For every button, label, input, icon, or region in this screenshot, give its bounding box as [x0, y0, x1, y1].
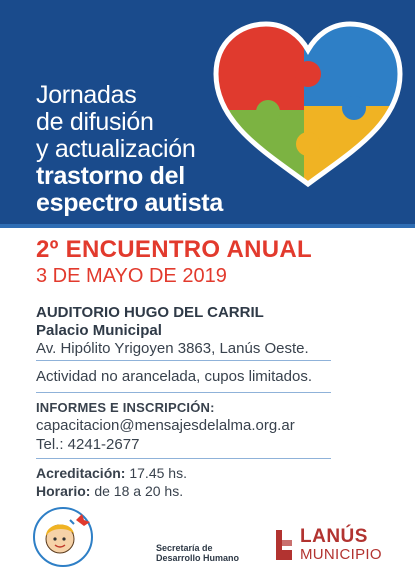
schedule-block	[36, 464, 187, 500]
title-line-3: y actualización	[36, 135, 196, 163]
divider	[36, 458, 331, 459]
contact-heading: INFORMES E INSCRIPCIÓN:	[36, 400, 215, 415]
accreditation-value: 17.45 hs.	[125, 465, 187, 481]
accreditation-label: Acreditación:	[36, 465, 126, 481]
header-banner	[0, 0, 415, 228]
divider	[36, 360, 331, 361]
notice-text: Actividad no arancelada, cupos limitados.	[36, 368, 312, 385]
hours-label: Horario:	[36, 483, 91, 499]
contact-email[interactable]: capacitacion@mensajesdelalma.org.ar	[36, 417, 295, 434]
secretaria-line-1: Secretaría de	[156, 543, 213, 553]
title-line-2: de difusión	[36, 108, 154, 136]
venue-address: Av. Hipólito Yrigoyen 3863, Lanús Oeste.	[36, 340, 309, 357]
event-block	[36, 236, 312, 288]
contact-phone[interactable]: Tel.: 4241-2677	[36, 436, 140, 453]
municipio-logo	[272, 526, 392, 568]
divider	[36, 392, 331, 393]
hours-line	[36, 482, 187, 500]
venue-building: Palacio Municipal	[36, 322, 162, 339]
venue-block	[36, 304, 309, 358]
secretaria-label	[156, 543, 239, 563]
municipio-line-1: LANÚS	[300, 526, 368, 547]
puzzle-heart-icon	[208, 14, 408, 190]
organization-logo-icon	[32, 506, 94, 568]
title-line-5: espectro autista	[36, 189, 223, 217]
title-line-1: Jornadas	[36, 81, 137, 109]
secretaria-line-2: Desarrollo Humano	[156, 553, 240, 563]
municipio-emblem-icon	[272, 528, 296, 562]
header-title	[36, 82, 223, 217]
event-title: 2º ENCUENTRO ANUAL	[36, 236, 312, 263]
contact-block	[36, 400, 295, 454]
title-line-4: trastorno del	[36, 162, 185, 190]
hours-value: de 18 a 20 hs.	[90, 483, 184, 499]
event-date: 3 DE MAYO DE 2019	[36, 265, 227, 287]
municipio-line-2: MUNICIPIO	[300, 546, 382, 563]
venue-name: AUDITORIO HUGO DEL CARRIL	[36, 304, 264, 321]
accreditation-line	[36, 464, 187, 482]
header-stripe	[0, 224, 415, 228]
